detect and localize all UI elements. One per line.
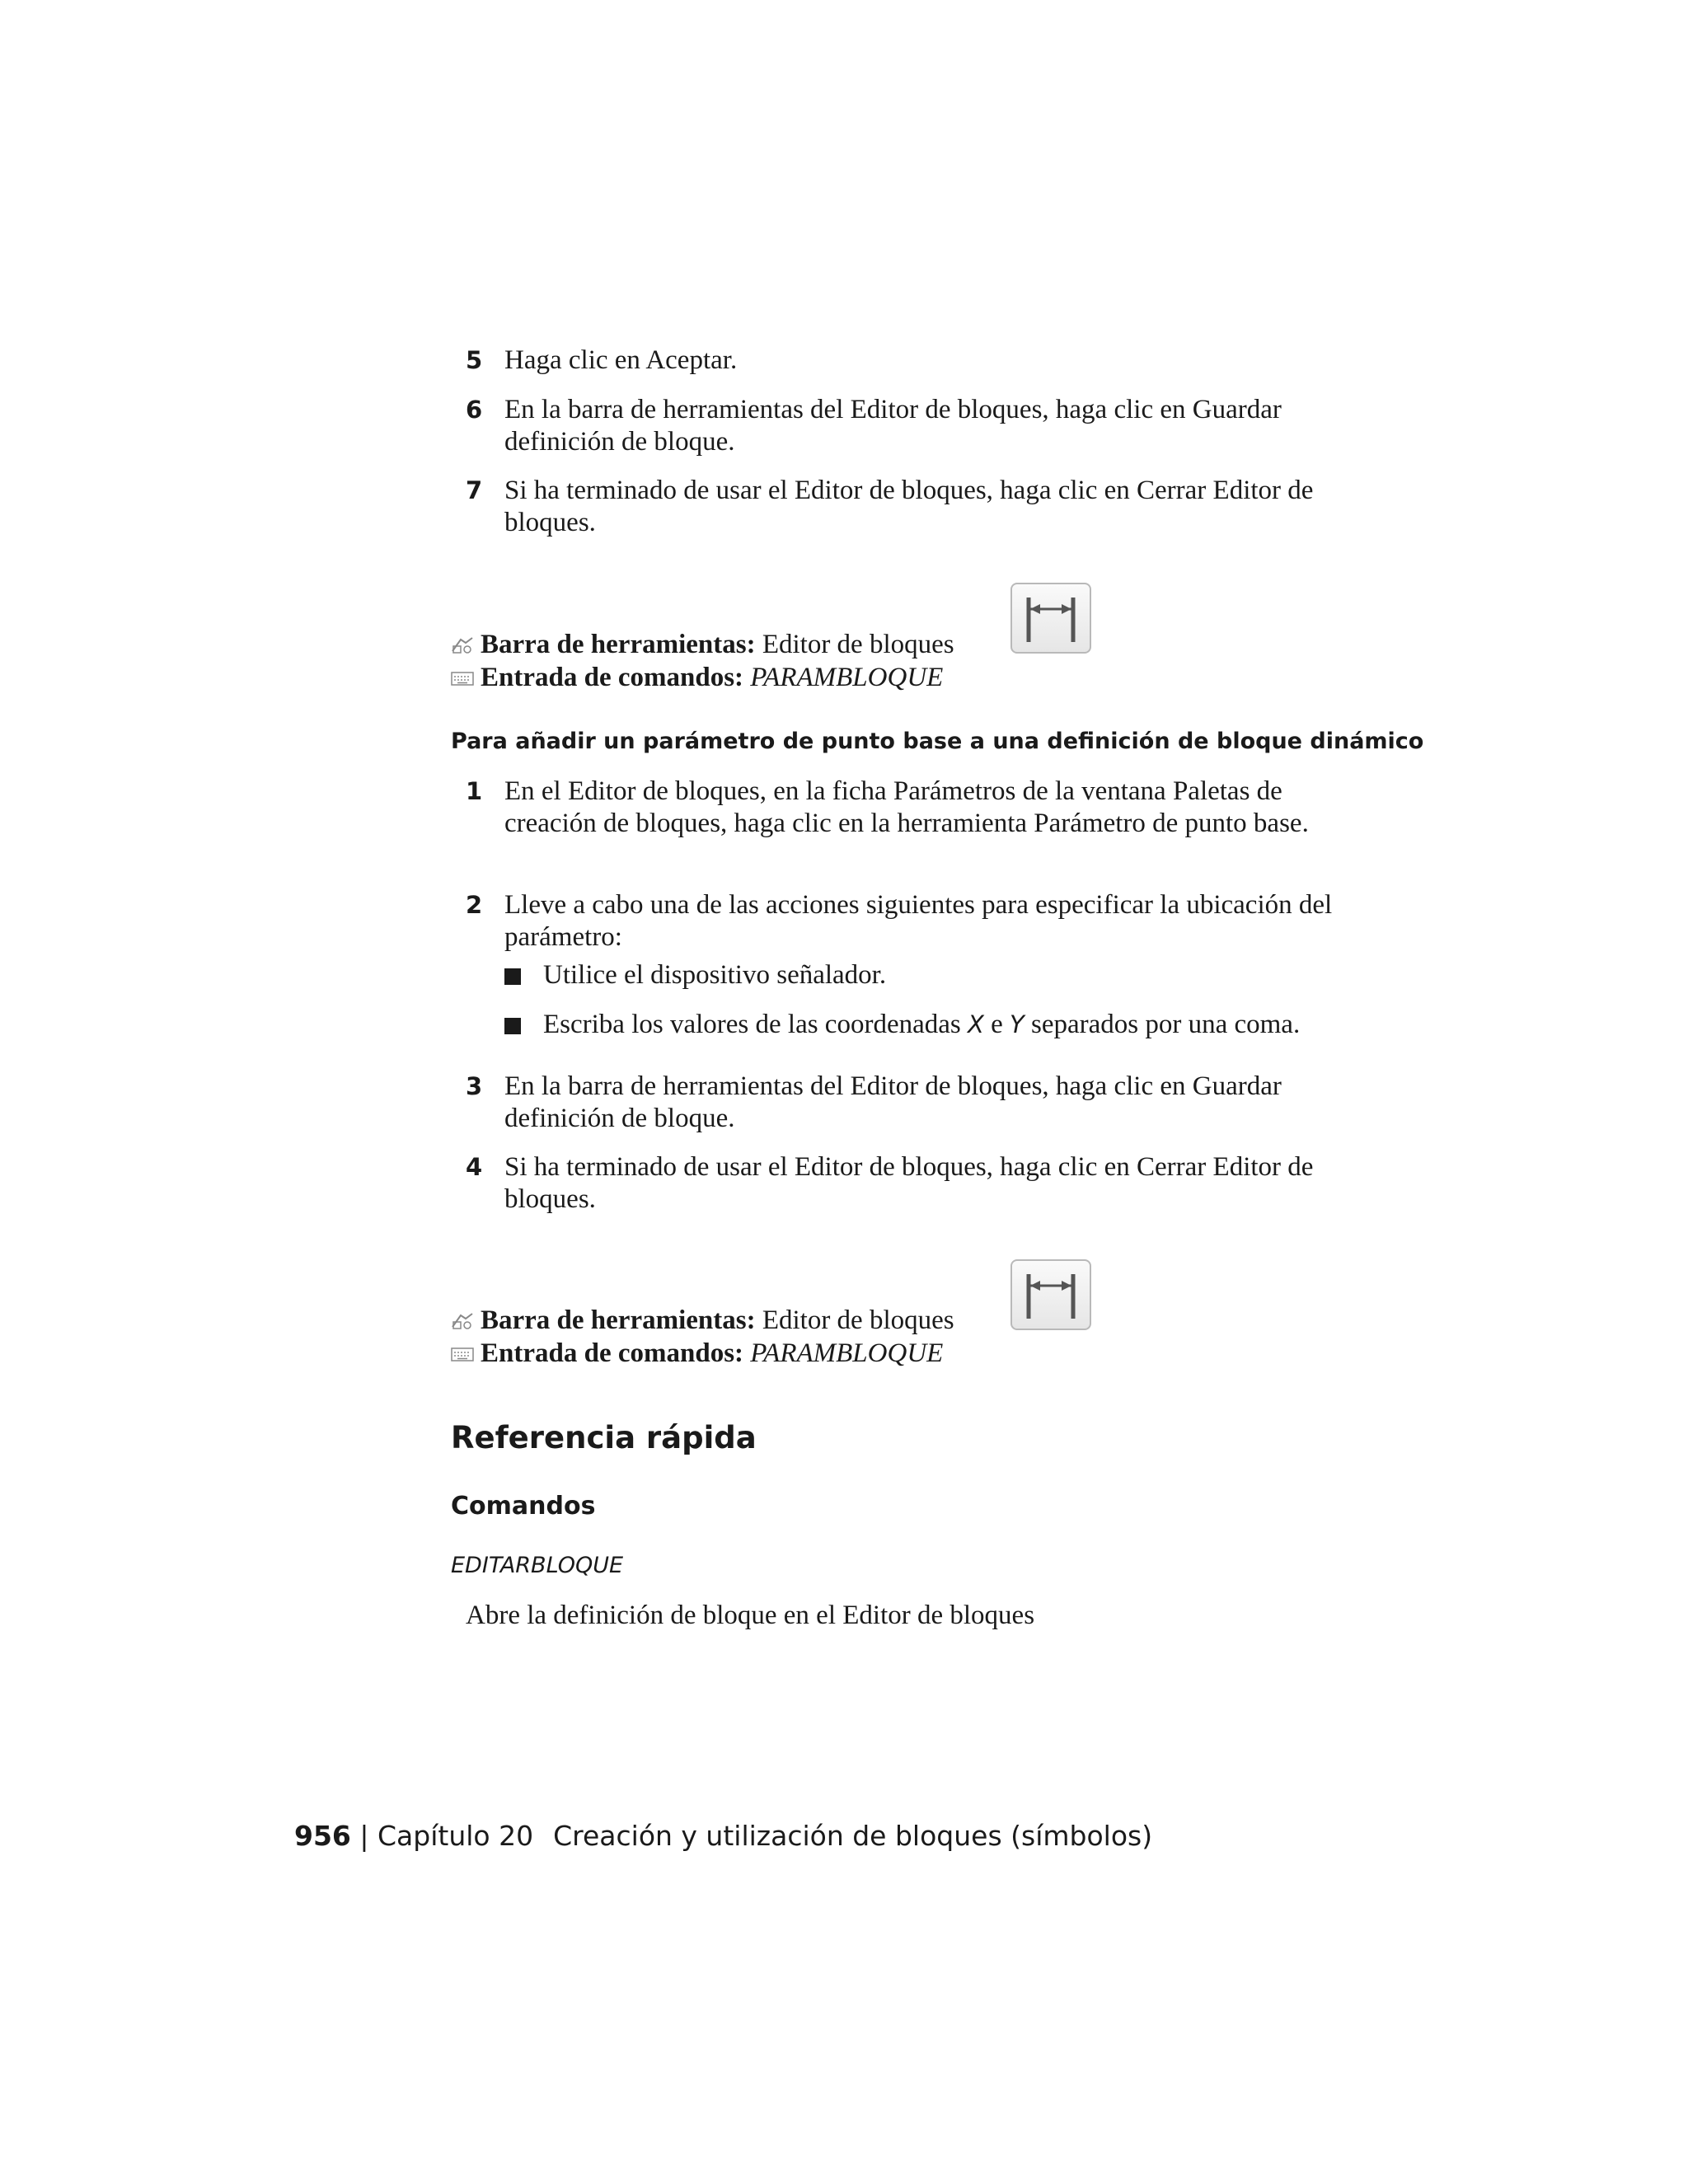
command-value: PARAMBLOQUE bbox=[750, 1338, 944, 1368]
command-value: PARAMBLOQUE bbox=[750, 663, 944, 692]
linear-parameter-icon bbox=[1012, 1261, 1090, 1329]
page-number: 956 bbox=[294, 1820, 351, 1852]
bullet-text: Utilice el dispositivo señalador. bbox=[543, 960, 887, 990]
procedure-heading: Para añadir un parámetro de punto base a una definición de bloque dinámico bbox=[451, 729, 1424, 754]
step-text: En la barra de herramientas del Editor de bloques, haga clic en Guardar definición de bloque. bbox=[504, 1071, 1282, 1133]
step-number: 4 bbox=[466, 1153, 483, 1181]
step-text: Lleve a cabo una de las acciones siguientes para especificar la ubicación del parámetro: bbox=[504, 890, 1333, 952]
command-name: EDITARBLOQUE bbox=[451, 1553, 624, 1578]
keyboard-icon bbox=[451, 669, 474, 687]
variable-x: X bbox=[967, 1010, 984, 1038]
step-text: En la barra de herramientas del Editor de bloques, haga clic en Guardar definición de bloque. bbox=[504, 395, 1282, 457]
section-heading: Referencia rápida bbox=[451, 1420, 757, 1455]
command-label: Entrada de comandos: bbox=[481, 1338, 744, 1368]
step-number: 3 bbox=[466, 1072, 483, 1100]
step-number: 6 bbox=[466, 396, 483, 424]
toolbar-icon bbox=[451, 636, 474, 654]
step-text: Si ha terminado de usar el Editor de bloques, haga clic en Cerrar Editor de bloques. bbox=[504, 1152, 1314, 1214]
bullet-square-icon bbox=[504, 968, 521, 985]
command-label: Entrada de comandos: bbox=[481, 663, 744, 692]
chapter-label: Capítulo 20 bbox=[377, 1820, 534, 1852]
toolbar-button-linear-parameter[interactable] bbox=[1010, 1259, 1091, 1330]
variable-y: Y bbox=[1010, 1010, 1025, 1038]
toolbar-button-linear-parameter[interactable] bbox=[1010, 583, 1091, 654]
footer-separator: | bbox=[359, 1820, 369, 1852]
bullet-square-icon bbox=[504, 1018, 521, 1034]
bullet-text-part: e bbox=[991, 1010, 1003, 1039]
step-text: Si ha terminado de usar el Editor de bloques, haga clic en Cerrar Editor de bloques. bbox=[504, 476, 1314, 537]
command-access-line bbox=[451, 661, 943, 694]
command-access-line bbox=[451, 1337, 943, 1370]
step-text: En el Editor de bloques, en la ficha Parámetros de la ventana Paletas de creación de bloques, haga clic en la herramienta Parámetro de punto base. bbox=[504, 776, 1309, 838]
toolbar-access-line bbox=[451, 1304, 954, 1337]
step-text: Haga clic en Aceptar. bbox=[504, 345, 738, 375]
toolbar-icon bbox=[451, 1312, 474, 1330]
page-footer bbox=[294, 1818, 1152, 1854]
step-number: 2 bbox=[466, 891, 483, 919]
step-number: 7 bbox=[466, 476, 483, 504]
toolbar-value: Editor de bloques bbox=[762, 1305, 954, 1335]
step-number: 1 bbox=[466, 777, 483, 805]
toolbar-label: Barra de herramientas: bbox=[481, 1305, 756, 1335]
keyboard-icon bbox=[451, 1345, 474, 1363]
step-number: 5 bbox=[466, 346, 483, 374]
chapter-title: Creación y utilización de bloques (símbolos) bbox=[553, 1820, 1153, 1852]
command-description: Abre la definición de bloque en el Editor de bloques bbox=[466, 1601, 1035, 1630]
toolbar-access-line bbox=[451, 628, 954, 661]
bullet-text-part: Escriba los valores de las coordenadas bbox=[543, 1010, 961, 1039]
subsection-heading: Comandos bbox=[451, 1492, 596, 1521]
linear-parameter-icon bbox=[1012, 584, 1090, 652]
bullet-text-part: separados por una coma. bbox=[1030, 1010, 1301, 1039]
bullet-text bbox=[543, 1009, 1351, 1041]
toolbar-value: Editor de bloques bbox=[762, 630, 954, 659]
toolbar-label: Barra de herramientas: bbox=[481, 630, 756, 659]
